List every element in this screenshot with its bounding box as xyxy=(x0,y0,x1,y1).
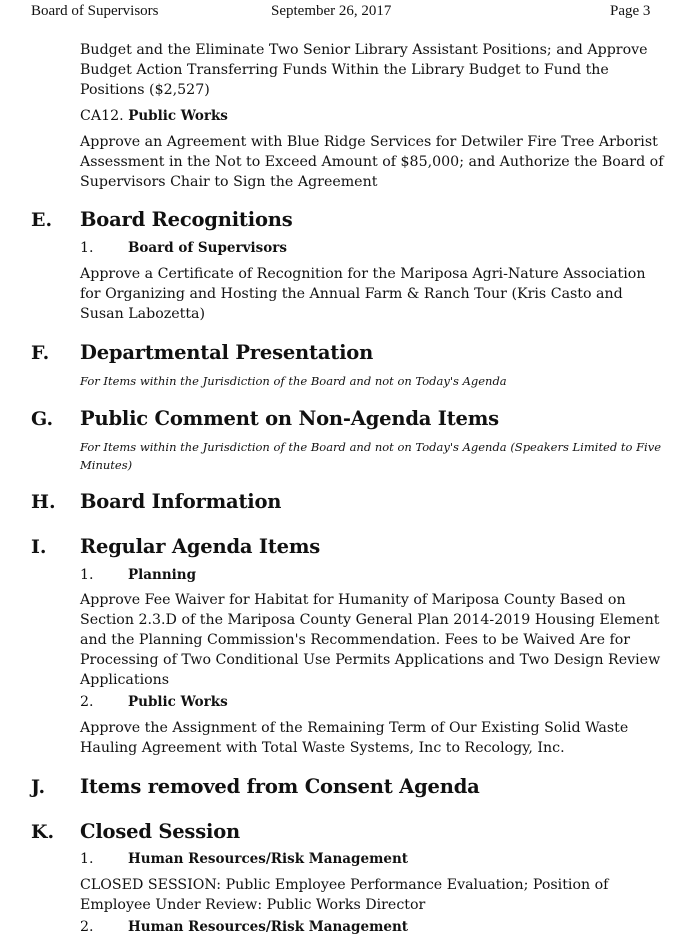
section-i-item-1-number: 1. xyxy=(80,567,94,583)
section-j-title: Items removed from Consent Agenda xyxy=(80,775,480,798)
section-k-item-1-title: Human Resources/Risk Management xyxy=(128,851,409,867)
section-i-item-1-text: Approve Fee Waiver for Habitat for Humanity of Mariposa County Based on Section 2.3.D of the Mariposa County General Plan 2014-2019 Housing Element and the Planning Commission's Recommendation. Fees to be Waived Are for Processing of Two Conditional Use Permits Applications and Two Design Review Applications xyxy=(80,592,661,688)
section-e-letter: E. xyxy=(31,209,53,231)
continued-item-text: Budget and the Eliminate Two Senior Library Assistant Positions; and Approve Budget Action Transferring Funds Within the Library Budget to Fund the Positions ($2,527) xyxy=(80,42,648,98)
section-i-item-2-number: 2. xyxy=(80,694,94,710)
section-i-item-2-text: Approve the Assignment of the Remaining Term of Our Existing Solid Waste Hauling Agreement with Total Waste Systems, Inc to Recology, Inc. xyxy=(80,720,629,756)
section-g-note: For Items within the Jurisdiction of the Board and not on Today's Agenda (Speakers Limited to Five Minutes) xyxy=(80,440,662,472)
header-board-name: Board of Supervisors xyxy=(31,3,159,19)
consent-item-text: Approve an Agreement with Blue Ridge Services for Detwiler Fire Tree Arborist Assessment in the Not to Exceed Amount of $85,000; and Authorize the Board of Supervisors Chair to Sign the Agreement xyxy=(80,134,664,190)
section-e-item-1-number: 1. xyxy=(80,240,94,256)
section-k-letter: K. xyxy=(31,821,55,843)
consent-item-number: CA12. xyxy=(80,108,124,124)
section-i-letter: I. xyxy=(31,536,47,558)
section-f-letter: F. xyxy=(31,342,50,364)
header-date: September 26, 2017 xyxy=(271,3,392,19)
section-e-item-1-text: Approve a Certificate of Recognition for the Mariposa Agri-Nature Association for Organizing and Hosting the Annual Farm & Ranch Tour (Kris Casto and Susan Labozetta) xyxy=(80,266,646,322)
section-k-item-2-title: Human Resources/Risk Management xyxy=(128,919,409,935)
section-g-title: Public Comment on Non-Agenda Items xyxy=(80,407,499,430)
section-i-item-1-title: Planning xyxy=(128,567,197,583)
section-h-letter: H. xyxy=(31,491,56,513)
section-h-title: Board Information xyxy=(80,490,282,513)
consent-item-title: Public Works xyxy=(128,108,228,124)
section-i-title: Regular Agenda Items xyxy=(80,535,321,558)
section-f-note: For Items within the Jurisdiction of the Board and not on Today's Agenda xyxy=(80,374,507,388)
section-k-item-1-text: CLOSED SESSION: Public Employee Performance Evaluation; Position of Employee Under Review: Public Works Director xyxy=(80,877,609,913)
section-k-title: Closed Session xyxy=(80,820,240,843)
section-g-letter: G. xyxy=(31,408,54,430)
consent-item-ca12 xyxy=(80,108,228,124)
section-k-item-2-number: 2. xyxy=(80,919,94,935)
section-k-item-1-number: 1. xyxy=(80,851,94,867)
section-f-title: Departmental Presentation xyxy=(80,341,374,364)
section-i-item-2-title: Public Works xyxy=(128,694,228,710)
header-page-number: Page 3 xyxy=(610,3,651,19)
section-j-letter: J. xyxy=(31,776,46,798)
section-e-item-1-title: Board of Supervisors xyxy=(128,240,287,256)
section-e-title: Board Recognitions xyxy=(80,208,293,231)
